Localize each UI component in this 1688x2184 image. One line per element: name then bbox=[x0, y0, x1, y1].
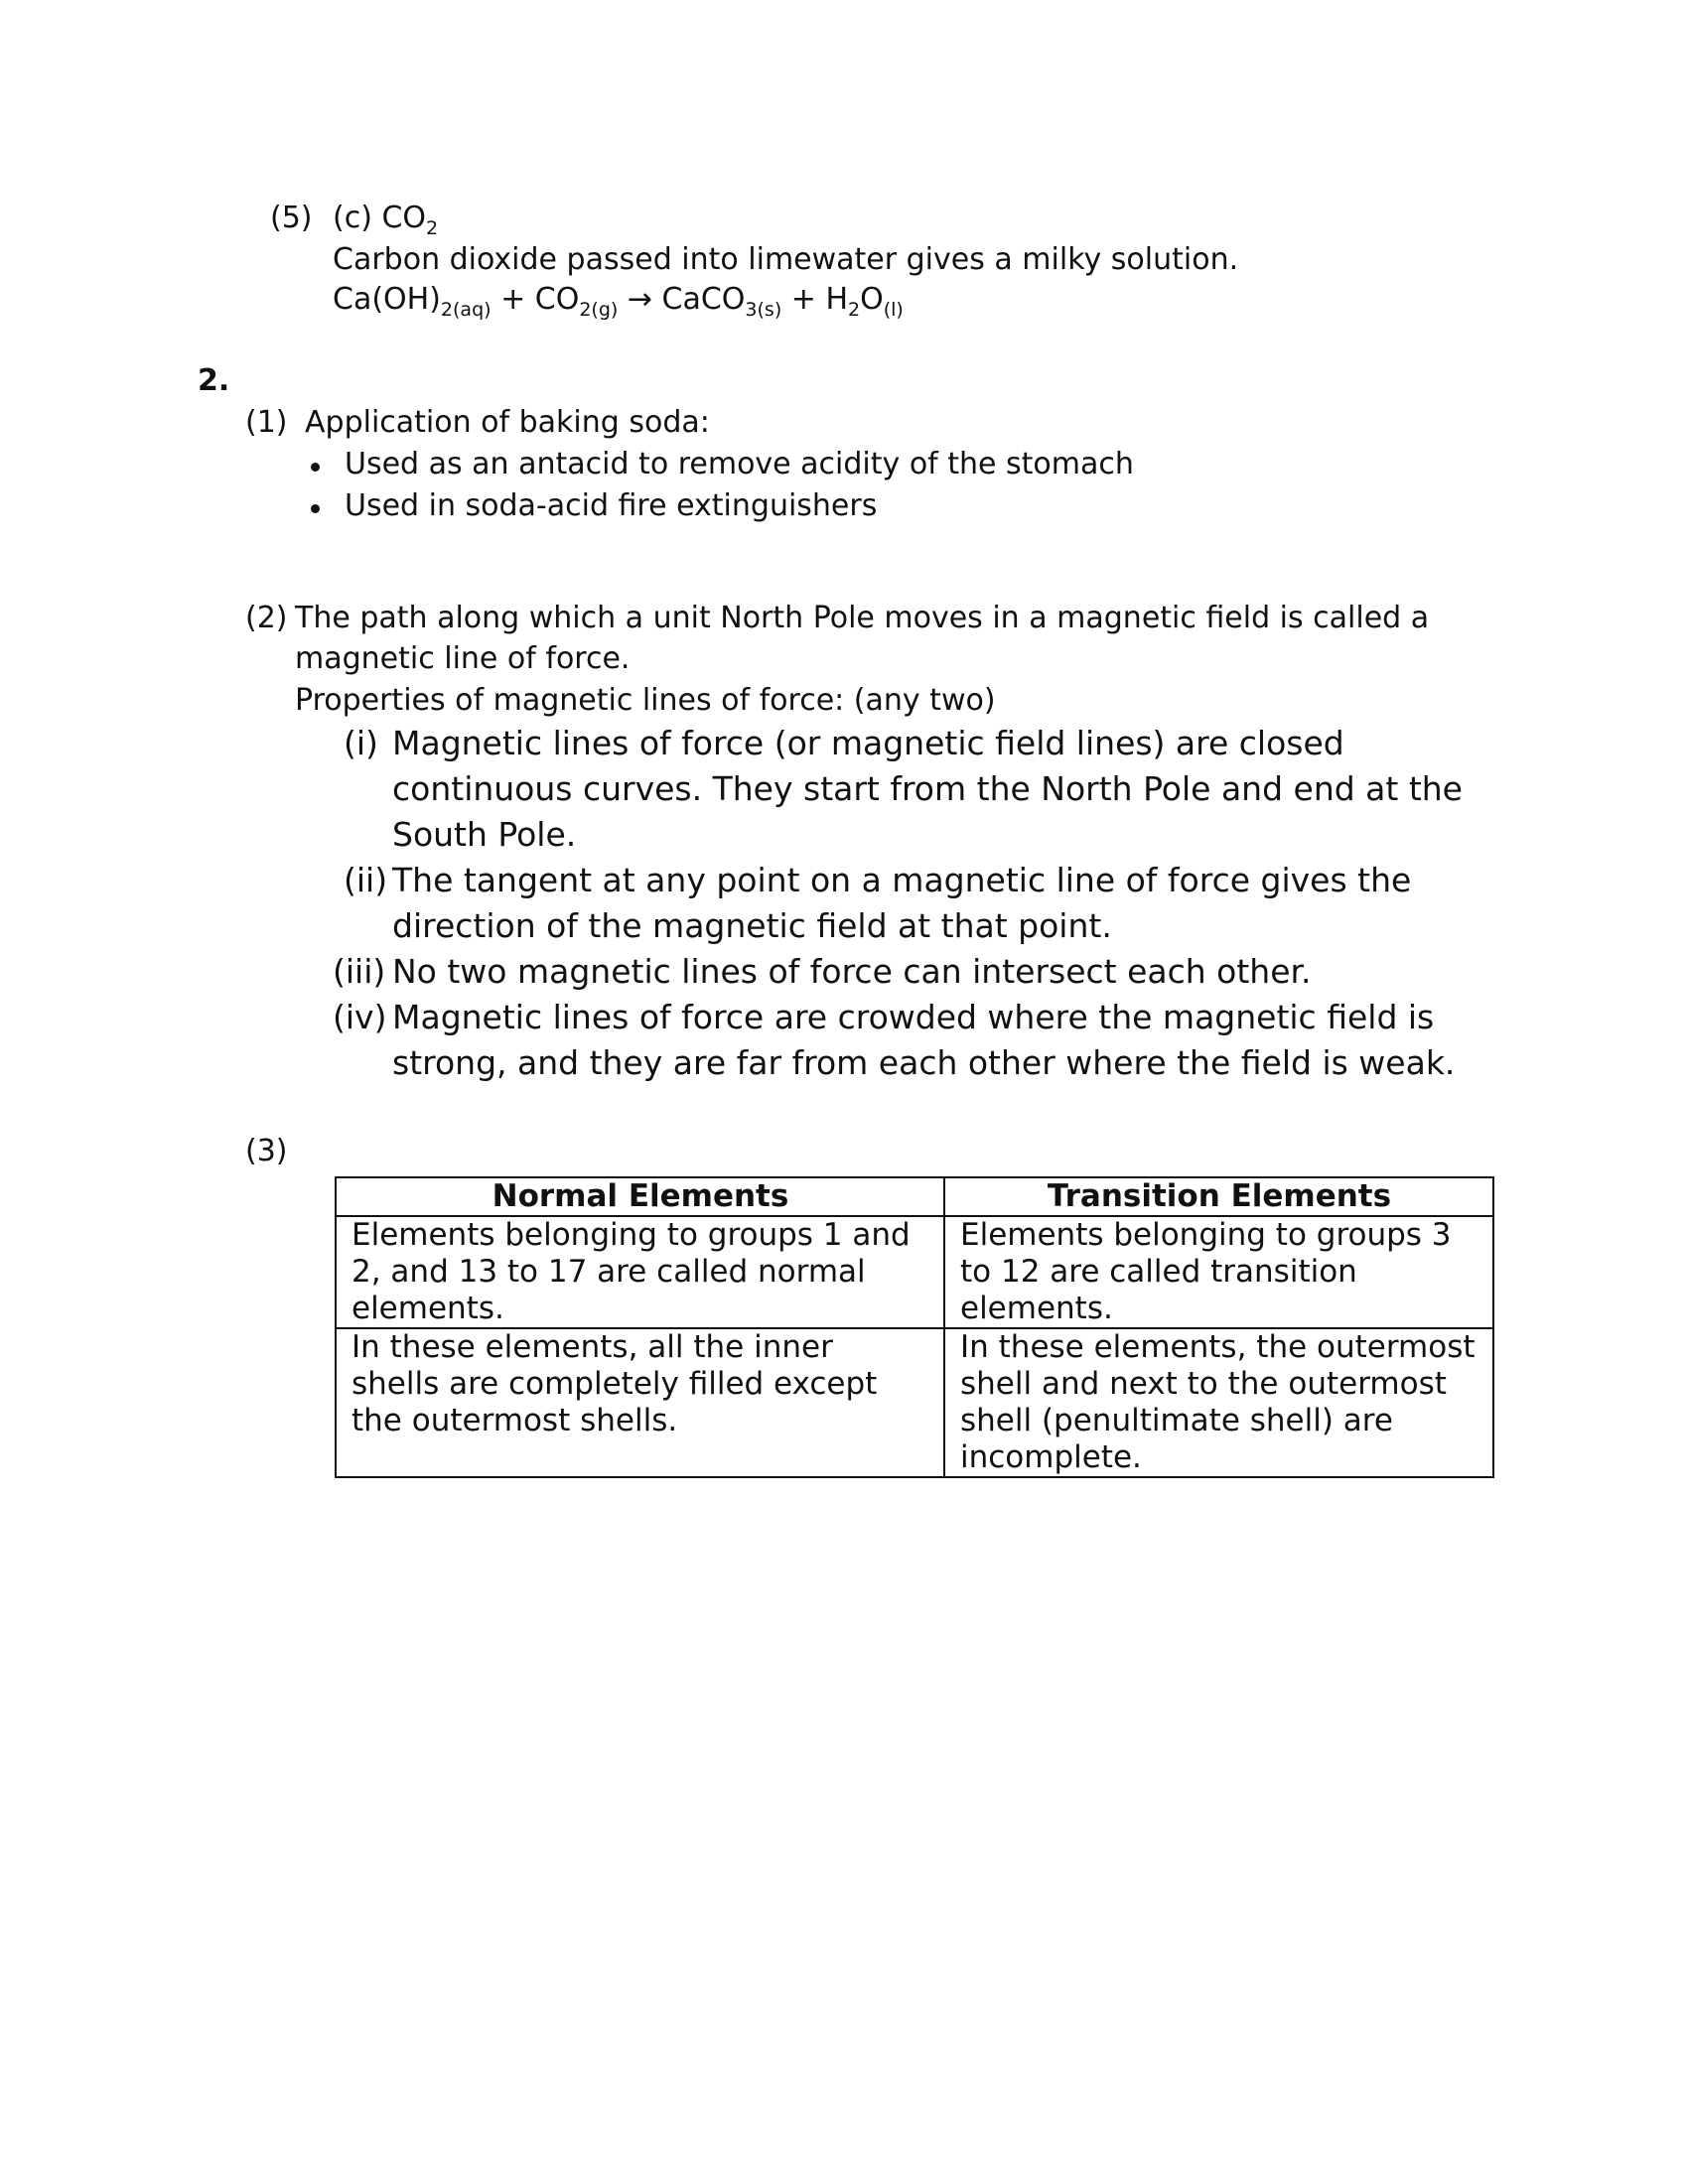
property-text: Magnetic lines of force are crowded where the magnetic field is bbox=[392, 998, 1435, 1036]
bullet-icon bbox=[311, 463, 320, 472]
property-text: Magnetic lines of force (or magnetic field lines) are closed bbox=[392, 724, 1344, 762]
eq-sub: 2(g) bbox=[579, 299, 619, 321]
part-title: Application of baking soda: bbox=[305, 405, 710, 440]
table-cell: In these elements, the outermost shell and next to the outermost shell (penultimate shell) are incomplete. bbox=[944, 1328, 1493, 1477]
property-marker: (ii) bbox=[344, 861, 388, 899]
bullet-icon bbox=[311, 504, 320, 513]
comparison-table bbox=[335, 1176, 1494, 1478]
bullet-item: Used as an antacid to remove acidity of the stomach bbox=[345, 447, 1134, 481]
column-header: Transition Elements bbox=[944, 1177, 1493, 1216]
item-number: (5) bbox=[270, 201, 313, 235]
table-row bbox=[336, 1328, 1493, 1477]
table-row bbox=[336, 1216, 1493, 1328]
property-marker: (iii) bbox=[333, 952, 386, 991]
eq-part: Ca(OH) bbox=[333, 282, 441, 317]
eq-part: + H bbox=[781, 282, 849, 317]
answer-choice bbox=[333, 199, 438, 238]
part-number: (1) bbox=[245, 405, 288, 440]
property-text: direction of the magnetic field at that point. bbox=[392, 906, 1112, 945]
explanation-text: Carbon dioxide passed into limewater gives a milky solution. bbox=[333, 242, 1239, 277]
part-number: (2) bbox=[245, 601, 288, 635]
answer-text: (c) CO bbox=[333, 201, 426, 235]
property-text: continuous curves. They start from the North Pole and end at the bbox=[392, 769, 1463, 808]
column-header: Normal Elements bbox=[336, 1177, 944, 1216]
property-text: strong, and they are far from each other where the field is weak. bbox=[392, 1043, 1456, 1082]
bullet-item: Used in soda-acid fire extinguishers bbox=[345, 488, 878, 523]
property-text: South Pole. bbox=[392, 815, 577, 854]
properties-title: Properties of magnetic lines of force: (any two) bbox=[295, 683, 996, 718]
chemical-equation bbox=[333, 280, 904, 320]
eq-sub: 2 bbox=[848, 299, 861, 321]
table-header-row bbox=[336, 1177, 1493, 1216]
eq-sub: 3(s) bbox=[745, 299, 782, 321]
table-cell: In these elements, all the inner shells are completely filled except the outermost shells. bbox=[336, 1328, 944, 1477]
part-number: (3) bbox=[245, 1134, 288, 1168]
definition-text: The path along which a unit North Pole moves in a magnetic field is called a bbox=[295, 601, 1430, 635]
question-heading: 2. bbox=[198, 363, 230, 398]
eq-part: + CO bbox=[491, 282, 580, 317]
eq-sub: (l) bbox=[883, 299, 904, 321]
property-marker: (i) bbox=[344, 724, 378, 762]
table-cell: Elements belonging to groups 3 to 12 are called transition elements. bbox=[944, 1216, 1493, 1328]
eq-part: → CaCO bbox=[618, 282, 746, 317]
eq-sub: 2(aq) bbox=[440, 299, 492, 321]
subscript: 2 bbox=[426, 217, 439, 239]
table-cell: Elements belonging to groups 1 and 2, and 13 to 17 are called normal elements. bbox=[336, 1216, 944, 1328]
property-text: No two magnetic lines of force can intersect each other. bbox=[392, 952, 1312, 991]
definition-text: magnetic line of force. bbox=[295, 641, 631, 676]
eq-part: O bbox=[860, 282, 884, 317]
property-text: The tangent at any point on a magnetic line of force gives the bbox=[392, 861, 1412, 899]
property-marker: (iv) bbox=[333, 998, 387, 1036]
